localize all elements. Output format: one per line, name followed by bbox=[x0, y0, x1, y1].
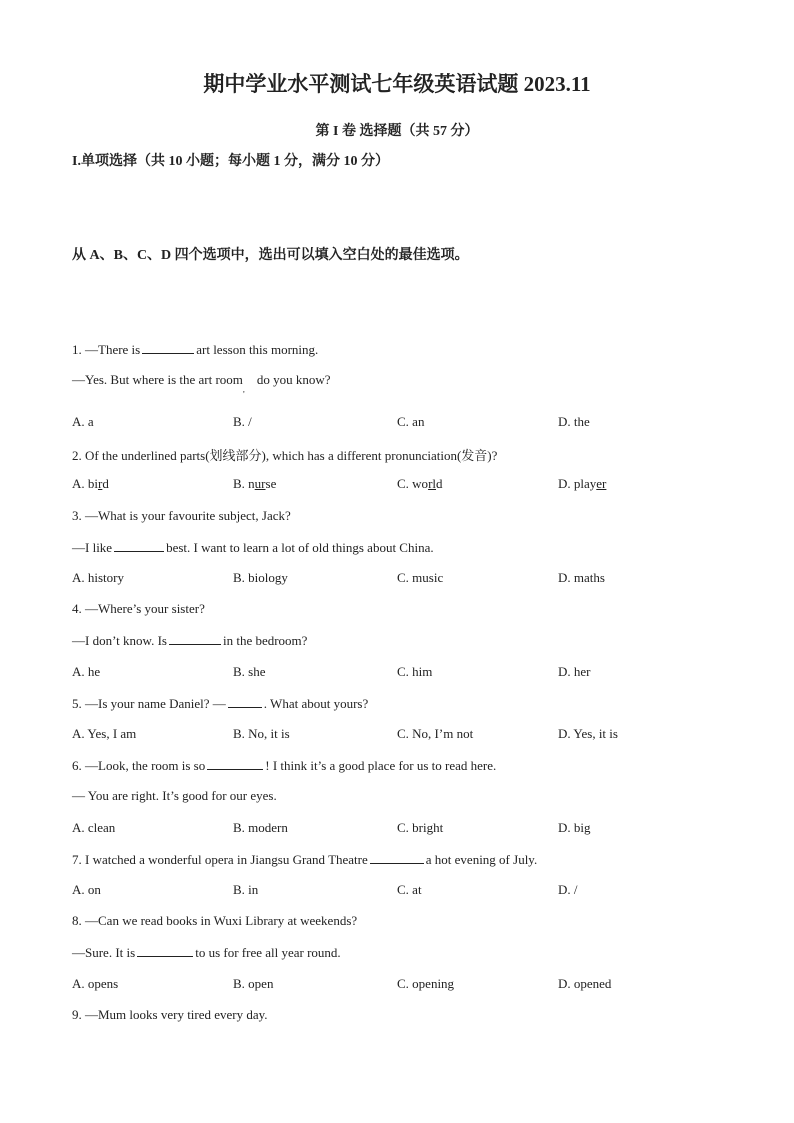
q4-option-c[interactable]: C. him bbox=[397, 664, 433, 679]
answer-blank bbox=[137, 944, 193, 957]
q6-option-d[interactable]: D. big bbox=[558, 820, 591, 835]
q2-option-d[interactable]: D. player bbox=[558, 476, 607, 491]
q1-option-d[interactable]: D. the bbox=[558, 414, 590, 429]
question-7: 7. I watched a wonderful opera in Jiangsu Grand Theatre a hot evening of July. bbox=[72, 852, 538, 867]
q4-option-b[interactable]: B. she bbox=[233, 664, 266, 679]
q7-option-c[interactable]: C. at bbox=[397, 882, 422, 897]
q3-option-b[interactable]: B. biology bbox=[233, 570, 288, 585]
q5-option-b[interactable]: B. No, it is bbox=[233, 726, 290, 741]
q8-option-c[interactable]: C. opening bbox=[397, 976, 455, 991]
answer-blank bbox=[169, 632, 221, 645]
question-2: 2. Of the underlined parts(划线部分), which has a different pronunciation(发音)? bbox=[72, 448, 498, 463]
question-6-reply: — You are right. It’s good for our eyes. bbox=[72, 788, 277, 803]
question-5: 5. —Is your name Daniel? — . What about yours? bbox=[72, 696, 369, 711]
q6-option-a[interactable]: A. clean bbox=[72, 820, 116, 835]
q8-option-a[interactable]: A. opens bbox=[72, 976, 119, 991]
q4-option-d[interactable]: D. her bbox=[558, 664, 591, 679]
q2-option-c[interactable]: C. world bbox=[397, 476, 443, 491]
q5-option-c[interactable]: C. No, I’m not bbox=[397, 726, 474, 741]
question-4: 4. —Where’s your sister? bbox=[72, 601, 205, 616]
q5-option-d[interactable]: D. Yes, it is bbox=[558, 726, 618, 741]
answer-blank bbox=[142, 341, 194, 354]
q1-option-b[interactable]: B. / bbox=[233, 414, 252, 429]
q6-option-c[interactable]: C. bright bbox=[397, 820, 444, 835]
q7-option-b[interactable]: B. in bbox=[233, 882, 259, 897]
part-heading: 第 I 卷 选择题（共 57 分） bbox=[315, 124, 479, 139]
question-9: 9. —Mum looks very tired every day. bbox=[72, 1007, 268, 1022]
q2-option-a[interactable]: A. bird bbox=[72, 476, 109, 491]
answer-blank bbox=[114, 539, 164, 552]
answer-blank bbox=[228, 695, 262, 708]
exam-title: 期中学业水平测试七年级英语试题 2023.11 bbox=[203, 72, 591, 96]
q5-option-a[interactable]: A. Yes, I am bbox=[72, 726, 137, 741]
q3-option-d[interactable]: D. maths bbox=[558, 570, 605, 585]
question-8-reply: —Sure. It is to us for free all year round. bbox=[72, 945, 341, 960]
question-3-reply: —I like best. I want to learn a lot of old things about China. bbox=[72, 540, 434, 555]
q6-option-b[interactable]: B. modern bbox=[233, 820, 288, 835]
q3-option-c[interactable]: C. music bbox=[397, 570, 444, 585]
question-3: 3. —What is your favourite subject, Jack? bbox=[72, 508, 291, 523]
q8-option-d[interactable]: D. opened bbox=[558, 976, 612, 991]
question-8: 8. —Can we read books in Wuxi Library at weekends? bbox=[72, 913, 358, 928]
q4-option-a[interactable]: A. he bbox=[72, 664, 101, 679]
question-4-reply: —I don’t know. Is in the bedroom? bbox=[72, 633, 308, 648]
q1-option-a[interactable]: A. a bbox=[72, 414, 94, 429]
q2-option-b[interactable]: B. nurse bbox=[233, 476, 277, 491]
question-1-reply: —Yes. But where is the art room,do you know? bbox=[72, 372, 331, 394]
q7-option-d[interactable]: D. / bbox=[558, 882, 578, 897]
instruction: 从 A、B、C、D 四个选项中，选出可以填入空白处的最佳选项。 bbox=[72, 248, 469, 263]
q3-option-a[interactable]: A. history bbox=[72, 570, 124, 585]
answer-blank bbox=[370, 851, 424, 864]
section-heading: I.单项选择（共 10 小题；每小题 1 分，满分 10 分） bbox=[72, 154, 389, 169]
question-1: 1. —There is art lesson this morning. bbox=[72, 342, 319, 357]
q8-option-b[interactable]: B. open bbox=[233, 976, 274, 991]
question-6: 6. —Look, the room is so ! I think it’s a good place for us to read here. bbox=[72, 758, 497, 773]
answer-blank bbox=[207, 757, 263, 770]
q7-option-a[interactable]: A. on bbox=[72, 882, 101, 897]
q1-option-c[interactable]: C. an bbox=[397, 414, 425, 429]
